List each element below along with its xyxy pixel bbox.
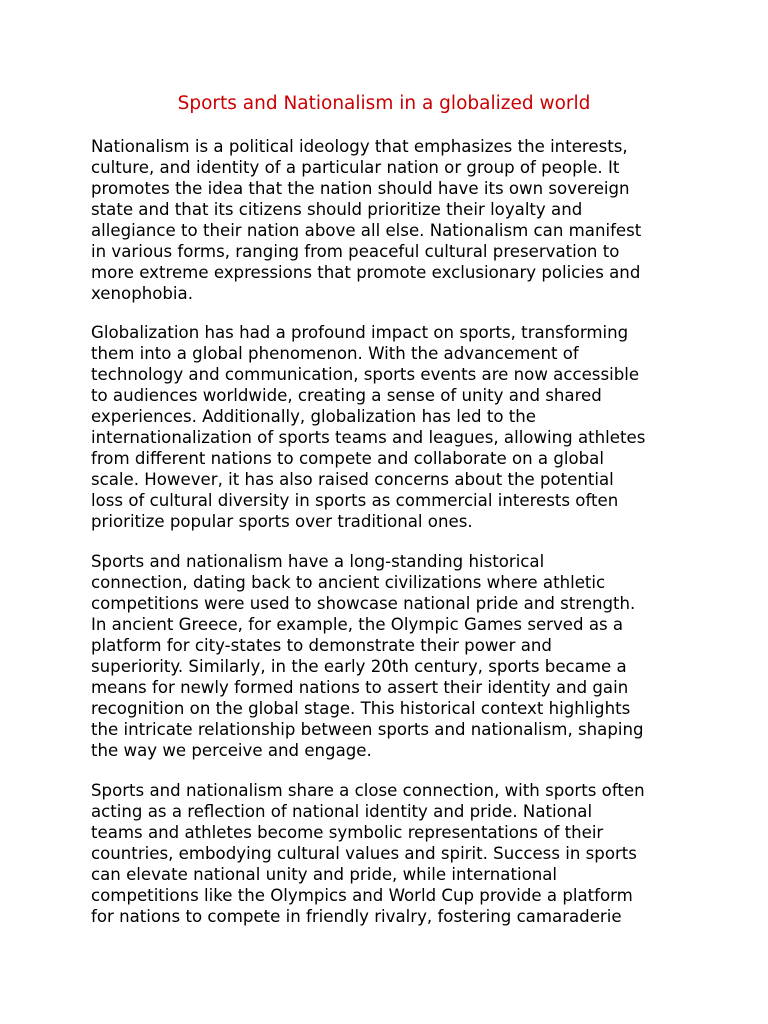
text-line: In ancient Greece, for example, the Olympic Games served as a — [91, 615, 624, 634]
text-line: the intricate relationship between sports and nationalism, shaping — [91, 720, 644, 739]
text-line: Nationalism is a political ideology that emphasizes the interests, — [91, 137, 628, 156]
text-line: from different nations to compete and collaborate on a global — [91, 449, 604, 468]
text-line: can elevate national unity and pride, while international — [91, 865, 558, 884]
text-line: technology and communication, sports events are now accessible — [91, 365, 640, 384]
text-line: recognition on the global stage. This historical context highlights — [91, 699, 631, 718]
paragraph-globalization-impact — [91, 322, 691, 532]
paragraph-national-identity — [91, 780, 691, 927]
document-title: Sports and Nationalism in a globalized world — [177, 93, 591, 114]
text-line: acting as a reflection of national identity and pride. National — [91, 802, 593, 821]
paragraph-historical-connection — [91, 551, 691, 761]
text-line: competitions like the Olympics and World Cup provide a platform — [91, 886, 633, 905]
text-line: superiority. Similarly, in the early 20th century, sports became a — [91, 657, 627, 676]
text-line: the way we perceive and engage. — [91, 741, 372, 760]
text-line: connection, dating back to ancient civilizations where athletic — [91, 573, 606, 592]
text-line: for nations to compete in friendly rivalry, fostering camaraderie — [91, 907, 622, 926]
text-line: Sports and nationalism have a long-standing historical — [91, 552, 545, 571]
text-line: allegiance to their nation above all else. Nationalism can manifest — [91, 221, 642, 240]
text-line: xenophobia. — [91, 284, 193, 303]
text-line: them into a global phenomenon. With the advancement of — [91, 344, 579, 363]
paragraph-nationalism-definition — [91, 136, 691, 304]
text-line: loss of cultural diversity in sports as commercial interests often — [91, 491, 619, 510]
text-line: promotes the idea that the nation should have its own sovereign — [91, 179, 630, 198]
text-line: platform for city-states to demonstrate their power and — [91, 636, 552, 655]
text-line: Sports and nationalism share a close connection, with sports often — [91, 781, 645, 800]
text-line: culture, and identity of a particular nation or group of people. It — [91, 158, 620, 177]
text-line: to audiences worldwide, creating a sense of unity and shared — [91, 386, 602, 405]
text-line: state and that its citizens should prioritize their loyalty and — [91, 200, 583, 219]
text-line: prioritize popular sports over traditional ones. — [91, 512, 473, 531]
text-line: teams and athletes become symbolic representations of their — [91, 823, 604, 842]
text-line: internationalization of sports teams and leagues, allowing athletes — [91, 428, 646, 447]
text-line: scale. However, it has also raised concerns about the potential — [91, 470, 614, 489]
text-line: means for newly formed nations to assert their identity and gain — [91, 678, 629, 697]
text-line: countries, embodying cultural values and spirit. Success in sports — [91, 844, 637, 863]
text-line: in various forms, ranging from peaceful cultural preservation to — [91, 242, 620, 261]
text-line: experiences. Additionally, globalization has led to the — [91, 407, 537, 426]
text-line: Globalization has had a profound impact on sports, transforming — [91, 323, 629, 342]
text-line: more extreme expressions that promote exclusionary policies and — [91, 263, 641, 282]
text-line: competitions were used to showcase national pride and strength. — [91, 594, 636, 613]
